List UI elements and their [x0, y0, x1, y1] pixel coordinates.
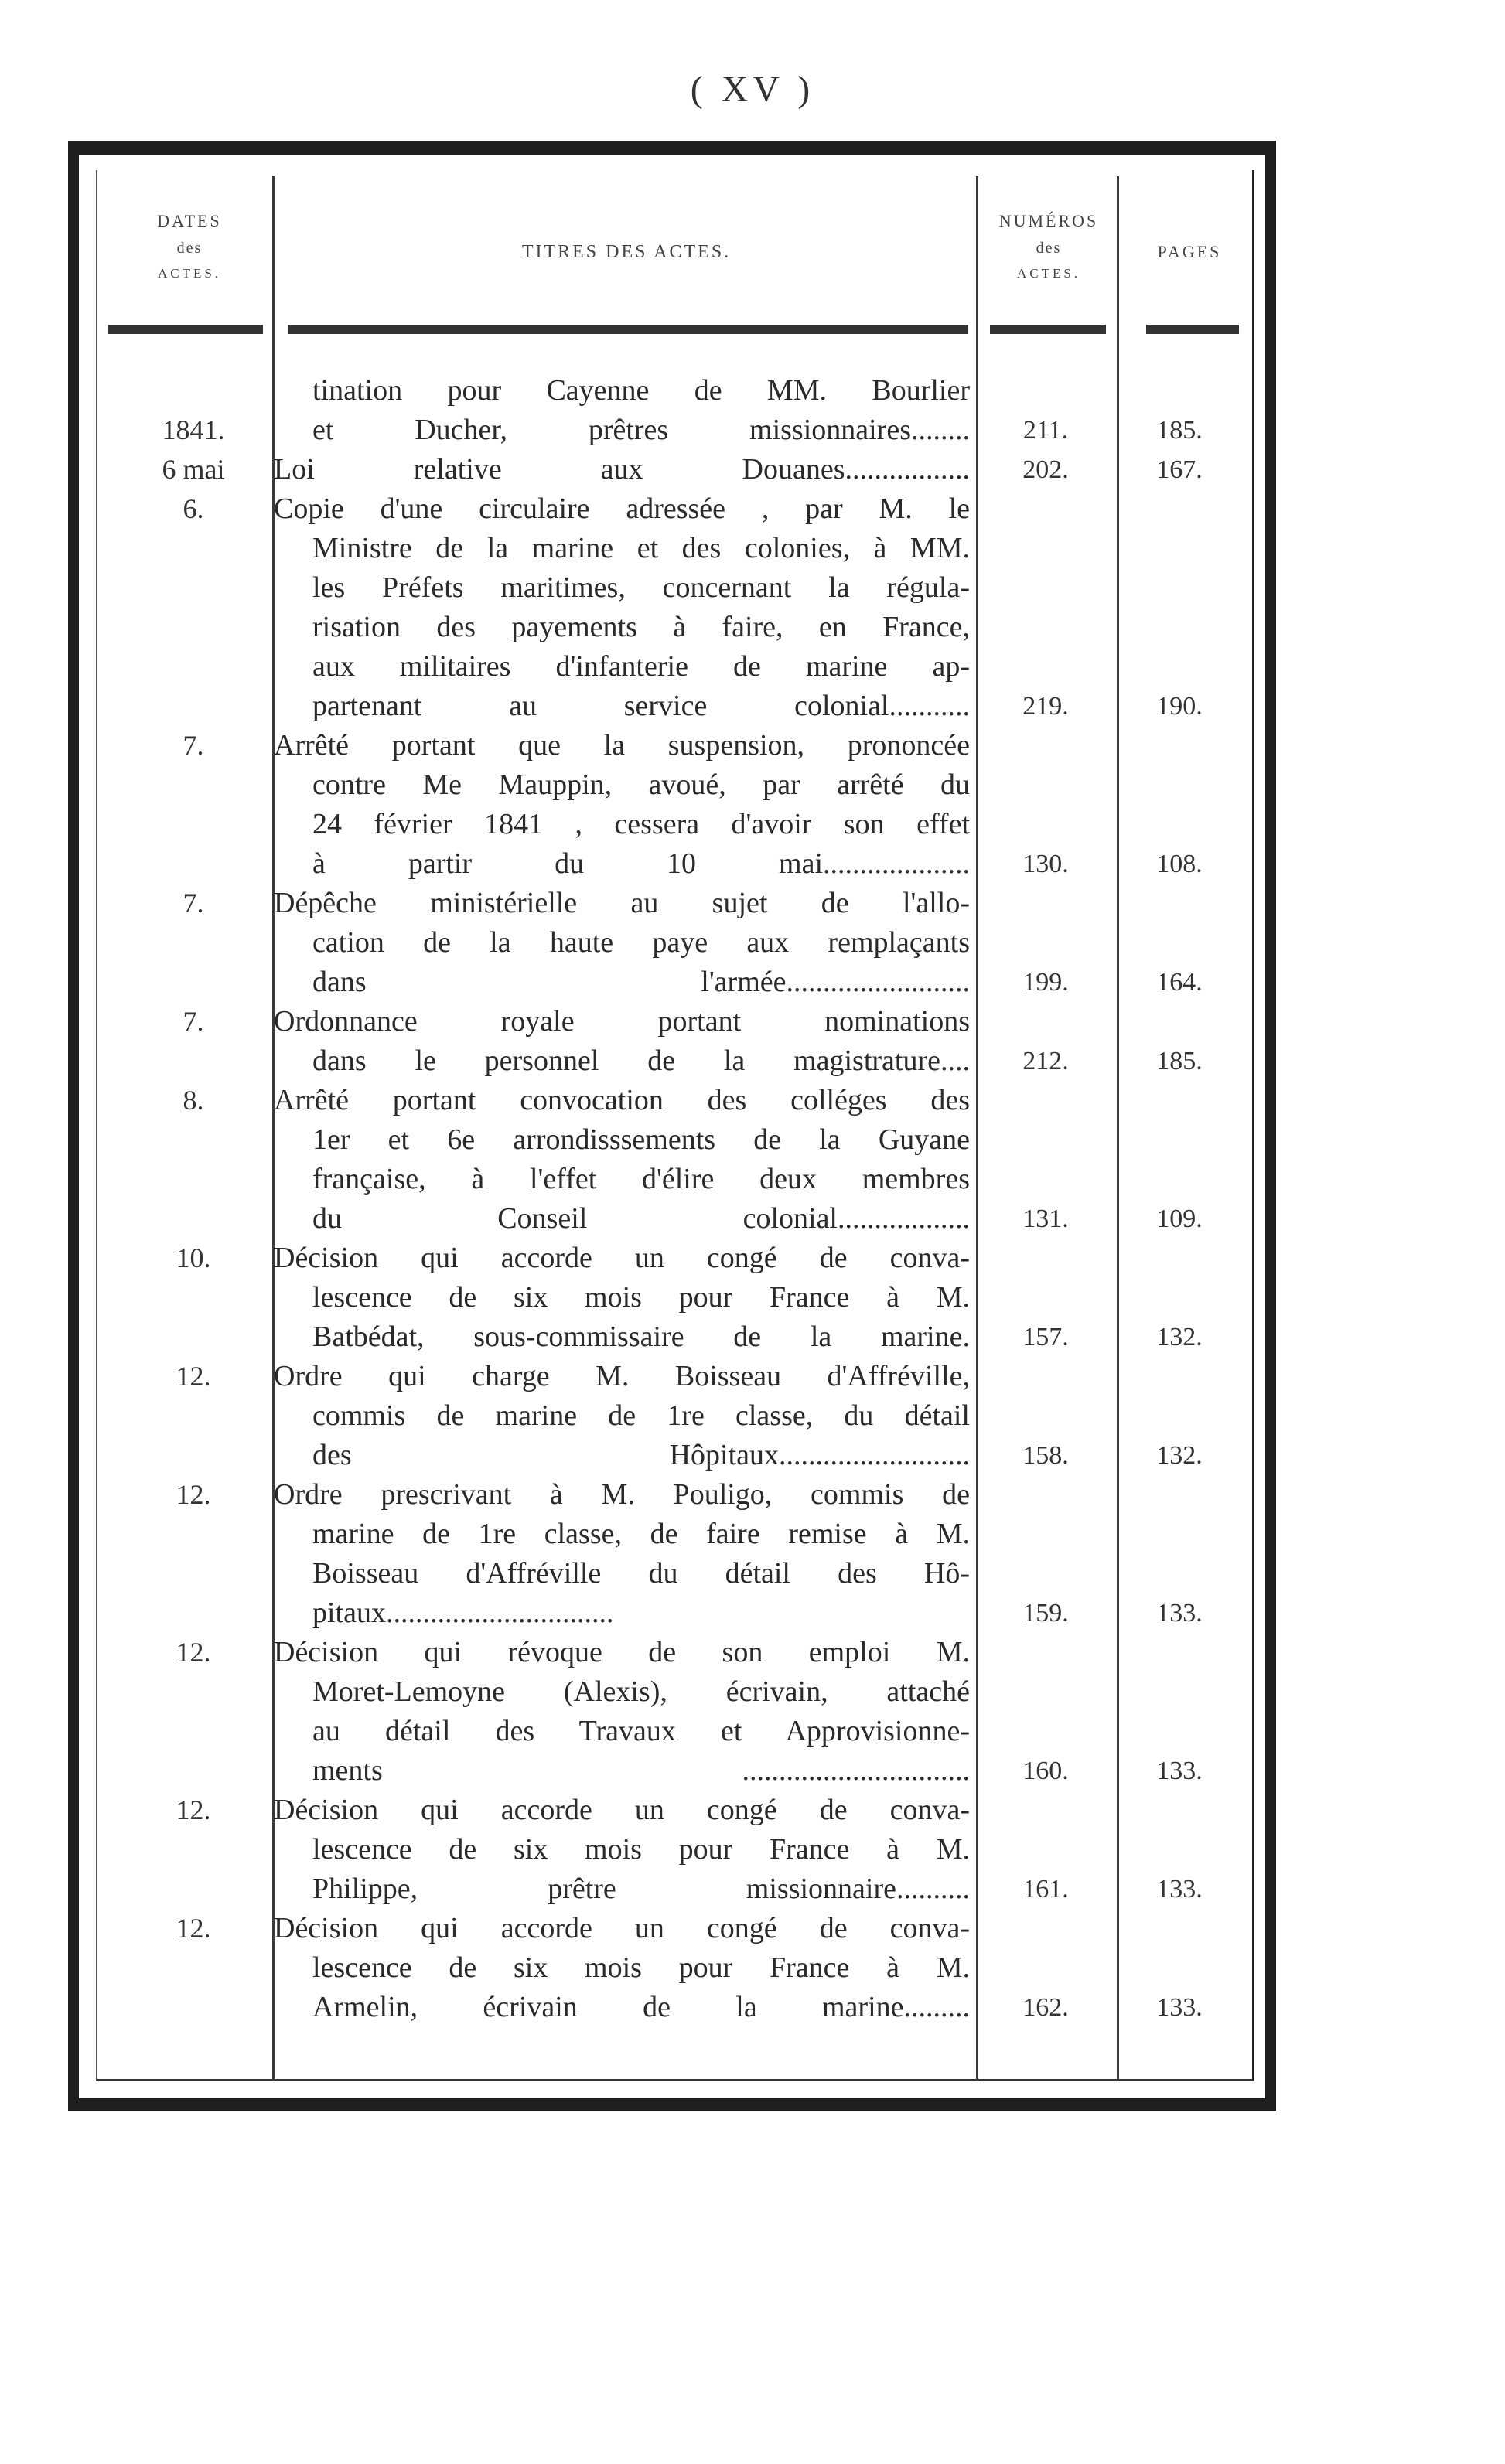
line-page-number: 133.: [1156, 1757, 1203, 1785]
line-title-text: française, à l'effet d'élire deux membres: [312, 1163, 970, 1195]
table-line: [0, 1633, 1505, 1672]
table-line: [0, 1909, 1505, 1948]
table-line: [0, 1239, 1505, 1278]
table-line: [0, 1554, 1505, 1593]
line-title-text: commis de marine de 1re classe, du détail: [312, 1399, 970, 1432]
line-title-text: dans le personnel de la magistrature....: [312, 1045, 970, 1077]
line-title-text: du Conseil colonial..................: [312, 1202, 970, 1235]
header-numeros-line3: ACTES.: [1016, 266, 1081, 281]
table-line: [0, 1712, 1505, 1751]
line-title-text: 24 février 1841 , cessera d'avoir son effet: [312, 808, 970, 840]
line-title-text: Décision qui accorde un congé de conva-: [274, 1242, 970, 1274]
line-page-number: 190.: [1156, 692, 1203, 721]
line-date: 12.: [176, 1913, 211, 1944]
line-title-text: dans l'armée.........................: [312, 966, 970, 998]
line-title-text: lescence de six mois pour France à M.: [312, 1951, 970, 1984]
line-page-number: 133.: [1156, 1993, 1203, 2022]
table-line: [0, 1672, 1505, 1712]
header-pages: PAGES: [1157, 242, 1222, 261]
table-line: [0, 1751, 1505, 1791]
line-title-text: Dépêche ministérielle au sujet de l'allo-: [274, 887, 970, 919]
table-line: [0, 1948, 1505, 1988]
line-title-text: Ordre qui charge M. Boisseau d'Affréville,: [274, 1360, 970, 1392]
line-page-number: 133.: [1156, 1599, 1203, 1627]
line-title-text: marine de 1re classe, de faire remise à M.: [312, 1518, 970, 1550]
line-act-number: 157.: [1022, 1323, 1069, 1351]
line-page-number: 133.: [1156, 1875, 1203, 1903]
header-numeros-line1: NUMÉROS: [998, 211, 1099, 230]
line-title-text: tination pour Cayenne de MM. Bourlier: [312, 374, 970, 407]
line-title-text: Philippe, prêtre missionnaire..........: [312, 1873, 970, 1905]
line-title-text: partenant au service colonial...........: [312, 690, 970, 722]
line-date: 6 mai: [162, 454, 225, 485]
line-title-text: Décision qui accorde un congé de conva-: [274, 1794, 970, 1826]
header-dates-line1: DATES: [157, 211, 222, 230]
table-line: [0, 1002, 1505, 1041]
line-date: 7.: [183, 1006, 204, 1037]
line-title-text: Armelin, écrivain de la marine.........: [312, 1991, 970, 2023]
line-page-number: 108.: [1156, 850, 1203, 878]
line-title-text: et Ducher, prêtres missionnaires........: [312, 414, 970, 446]
table-line: [0, 489, 1505, 529]
table-line: [0, 1593, 1505, 1633]
line-title-text: lescence de six mois pour France à M.: [312, 1833, 970, 1866]
line-title-text: Ordonnance royale portant nominations: [274, 1005, 970, 1038]
header-titres: TITRES DES ACTES.: [521, 242, 732, 262]
header-dates: [108, 206, 271, 288]
table-line: [0, 844, 1505, 884]
line-title-text: ments ...............................: [312, 1754, 970, 1787]
line-title-text: pitaux...............................: [312, 1597, 614, 1629]
line-title-text: des Hôpitaux..........................: [312, 1439, 970, 1471]
header-dates-line2: des: [176, 240, 203, 257]
line-title-text: Ministre de la marine et des colonies, à MM.: [312, 532, 970, 564]
table-line: [0, 923, 1505, 963]
line-title-text: les Préfets maritimes, concernant la régula-: [312, 571, 970, 604]
table-line: [0, 1869, 1505, 1909]
header-rule-titres: [288, 325, 968, 334]
table-line: [0, 608, 1505, 647]
line-title-text: Boisseau d'Affréville du détail des Hô-: [312, 1557, 970, 1590]
table-line: [0, 1791, 1505, 1830]
line-act-number: 162.: [1022, 1993, 1069, 2022]
line-page-number: 164.: [1156, 968, 1203, 997]
line-title-text: 1er et 6e arrondisssements de la Guyane: [312, 1123, 970, 1156]
header-rule-dates: [108, 325, 263, 334]
table-line: [0, 726, 1505, 765]
line-date: 12.: [176, 1479, 211, 1510]
table-line: [0, 765, 1505, 805]
line-date: 7.: [183, 888, 204, 918]
table-line: [0, 1357, 1505, 1396]
line-page-number: 167.: [1156, 455, 1203, 484]
line-act-number: 199.: [1022, 968, 1069, 997]
line-date: 12.: [176, 1794, 211, 1825]
line-act-number: 160.: [1022, 1757, 1069, 1785]
table-line: [0, 1041, 1505, 1081]
line-act-number: 158.: [1022, 1441, 1069, 1470]
line-title-text: Batbédat, sous-commissaire de la marine.: [312, 1321, 970, 1353]
line-title-text: Décision qui accorde un congé de conva-: [274, 1912, 970, 1944]
table-line: [0, 1160, 1505, 1199]
table-line: [0, 1317, 1505, 1357]
table-line: [0, 1515, 1505, 1554]
line-date: 7.: [183, 730, 204, 761]
table-line: [0, 1830, 1505, 1869]
table-line: [0, 1396, 1505, 1436]
table-line: [0, 568, 1505, 608]
line-title-text: lescence de six mois pour France à M.: [312, 1281, 970, 1314]
header-rule-pages: [1146, 325, 1239, 334]
table-line: [0, 687, 1505, 726]
line-title-text: contre Me Mauppin, avoué, par arrêté du: [312, 769, 970, 801]
table-line: [0, 1081, 1505, 1120]
header-numeros: [979, 206, 1118, 288]
line-act-number: 212.: [1022, 1047, 1069, 1075]
table-line: [0, 1278, 1505, 1317]
table-line: [0, 1199, 1505, 1239]
line-page-number: 109.: [1156, 1205, 1203, 1233]
line-date: 12.: [176, 1637, 211, 1668]
line-title-text: Décision qui révoque de son emploi M.: [274, 1636, 970, 1668]
line-page-number: 185.: [1156, 416, 1203, 445]
table-line: [0, 963, 1505, 1002]
line-date: 10.: [176, 1242, 211, 1273]
line-title-text: à partir du 10 mai....................: [312, 847, 970, 880]
table-line: [0, 805, 1505, 844]
page-number: ( XV ): [690, 69, 815, 110]
table-line: [0, 647, 1505, 687]
header-dates-line3: ACTES.: [157, 266, 222, 281]
table-body: [0, 371, 1505, 2027]
table-line: [0, 411, 1505, 450]
line-act-number: 219.: [1022, 692, 1069, 721]
line-page-number: 132.: [1156, 1441, 1203, 1470]
line-date: 8.: [183, 1085, 204, 1116]
line-title-text: Copie d'une circulaire adressée , par M. le: [274, 492, 970, 525]
line-title-text: Moret-Lemoyne (Alexis), écrivain, attaché: [312, 1675, 970, 1708]
line-title-text: Arrêté portant que la suspension, prononcée: [274, 729, 970, 762]
line-title-text: Loi relative aux Douanes.................: [274, 453, 970, 486]
line-date: 6.: [183, 493, 204, 524]
line-title-text: au détail des Travaux et Approvisionne-: [312, 1715, 970, 1747]
line-page-number: 185.: [1156, 1047, 1203, 1075]
line-act-number: 202.: [1022, 455, 1069, 484]
line-act-number: 159.: [1022, 1599, 1069, 1627]
line-title-text: Ordre prescrivant à M. Pouligo, commis de: [274, 1478, 970, 1511]
line-act-number: 161.: [1022, 1875, 1069, 1903]
table-line: [0, 1475, 1505, 1515]
table-line: [0, 529, 1505, 568]
line-date: 12.: [176, 1361, 211, 1392]
table-line: [0, 1436, 1505, 1475]
line-title-text: Arrêté portant convocation des colléges des: [274, 1084, 970, 1116]
line-title-text: aux militaires d'infanterie de marine ap-: [312, 650, 970, 683]
line-title-text: risation des payements à faire, en France,: [312, 611, 970, 643]
header-numeros-line2: des: [1036, 240, 1062, 257]
line-act-number: 130.: [1022, 850, 1069, 878]
table-line: [0, 450, 1505, 489]
table-line: [0, 371, 1505, 411]
line-title-text: cation de la haute paye aux remplaçants: [312, 926, 970, 959]
line-act-number: 211.: [1022, 416, 1069, 445]
table-line: [0, 1120, 1505, 1160]
line-act-number: 131.: [1022, 1205, 1069, 1233]
line-date: 1841.: [162, 414, 225, 445]
table-line: [0, 1988, 1505, 2027]
header-rule-numeros: [990, 325, 1106, 334]
line-page-number: 132.: [1156, 1323, 1203, 1351]
table-line: [0, 884, 1505, 923]
